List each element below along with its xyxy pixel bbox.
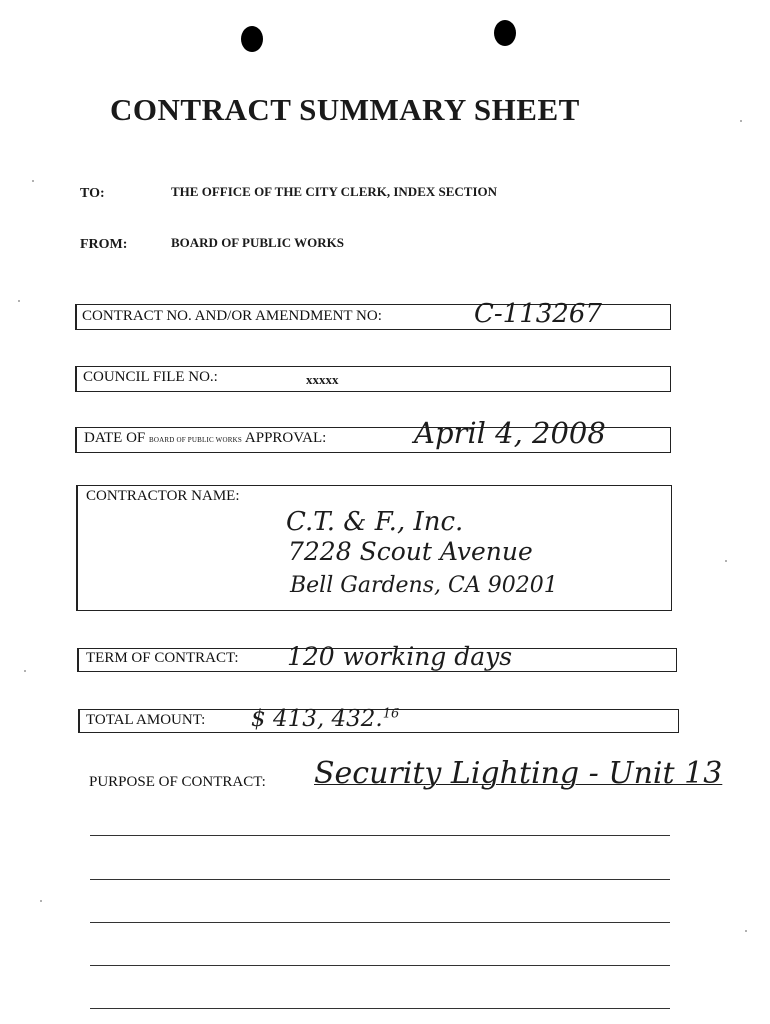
total-cents: 16 xyxy=(382,706,400,722)
approval-date-label xyxy=(84,430,326,447)
purpose-line-4 xyxy=(90,965,670,966)
term-label: TERM OF CONTRACT: xyxy=(86,650,239,666)
purpose-line-3 xyxy=(90,922,670,923)
approval-date-value: April 4, 2008 xyxy=(414,416,606,450)
punch-hole-left xyxy=(241,26,263,52)
purpose-line-2 xyxy=(90,879,670,880)
contractor-line-3: Bell Gardens, CA 90201 xyxy=(290,573,558,598)
council-file-value: xxxxx xyxy=(306,372,339,387)
from-value: BOARD OF PUBLIC WORKS xyxy=(171,235,344,250)
from-label: FROM: xyxy=(80,237,128,252)
approval-date-label-prefix: DATE OF xyxy=(84,430,146,446)
punch-hole-right xyxy=(494,20,516,46)
purpose-value: Security Lighting - Unit 13 xyxy=(314,756,723,791)
to-value: THE OFFICE OF THE CITY CLERK, INDEX SECTION xyxy=(171,184,498,199)
purpose-line-1 xyxy=(90,835,670,836)
contractor-label: CONTRACTOR NAME: xyxy=(86,488,240,504)
total-label: TOTAL AMOUNT: xyxy=(86,712,206,728)
contract-no-label: CONTRACT NO. AND/OR AMENDMENT NO: xyxy=(82,308,382,324)
contract-no-value: C-113267 xyxy=(474,299,602,329)
approval-date-label-suffix: APPROVAL: xyxy=(244,430,327,446)
scan-speck xyxy=(24,670,26,672)
scan-speck xyxy=(740,120,742,122)
total-amount: $ 413, 432. xyxy=(251,706,383,732)
to-label: TO: xyxy=(80,186,105,201)
scan-speck xyxy=(725,560,727,562)
total-value xyxy=(251,706,399,732)
term-value: 120 working days xyxy=(287,642,513,671)
page-title: CONTRACT SUMMARY SHEET xyxy=(110,92,580,127)
scan-speck xyxy=(32,180,34,182)
contractor-line-2: 7228 Scout Avenue xyxy=(288,537,533,566)
council-file-label: COUNCIL FILE NO.: xyxy=(83,369,218,385)
purpose-label: PURPOSE OF CONTRACT: xyxy=(89,774,266,790)
contractor-line-1: C.T. & F., Inc. xyxy=(286,507,464,537)
scan-speck xyxy=(18,300,20,302)
approval-date-label-small: BOARD OF PUBLIC WORKS xyxy=(149,436,242,444)
scan-speck xyxy=(40,900,42,902)
purpose-line-5 xyxy=(90,1008,670,1009)
scan-speck xyxy=(745,930,747,932)
